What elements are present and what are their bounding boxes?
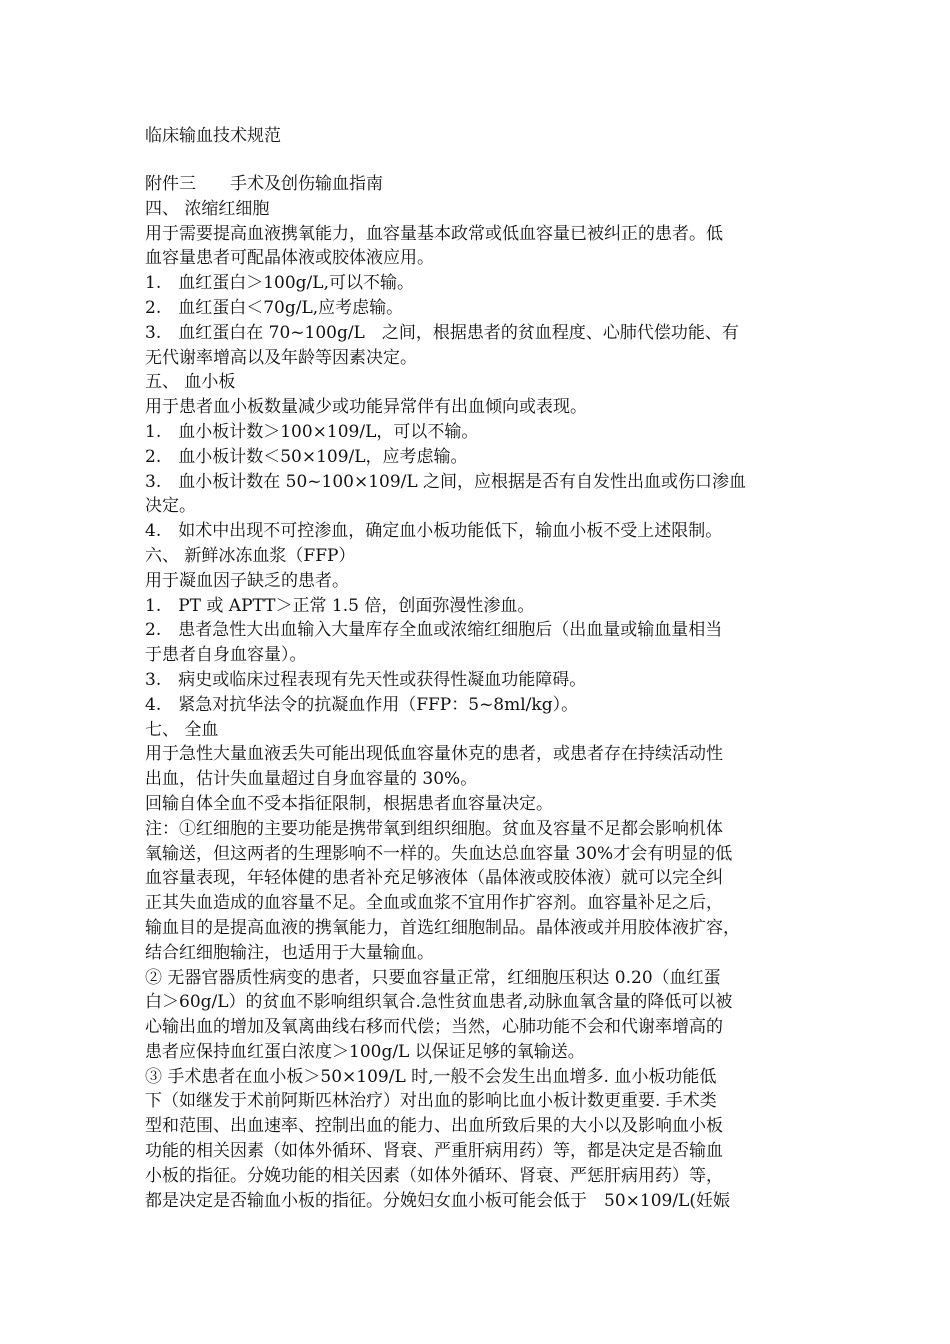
text-line: 用于需要提高血液携氧能力，血容量基本政常或低血容量已被纠正的患者。低 (145, 223, 723, 244)
text-line: 下（如继发于术前阿斯匹林治疗）对出血的影响比血小板计数更重要. 手术类 (145, 1091, 717, 1112)
text-line: 都是决定是否输血小板的指征。分娩妇女血小板可能会低于 50×109/L(妊娠 (145, 1190, 730, 1211)
text-line: 功能的相关因素（如体外循环、肾衰、严重肝病用药）等，都是决定是否输血 (145, 1141, 723, 1162)
text-line: 决定。 (145, 496, 196, 517)
text-line: 2. 血小板计数＜50×109/L，应考虑输。 (145, 446, 468, 467)
text-line: 于患者自身血容量）。 (145, 645, 307, 666)
text-line: 五、 血小板 (145, 372, 236, 393)
text-line: 用于急性大量血液丢失可能出现低血容量休克的患者，或患者存在持续活动性 (145, 744, 723, 765)
text-line: 附件三 手术及创伤输血指南 (145, 174, 383, 194)
text-line: 1. PT 或 APTT＞正常 1.5 倍，创面弥漫性渗血。 (145, 595, 535, 616)
text-line: 正其失血造成的血容量不足。全血或血浆不宜用作扩容剂。血容量补足之后， (145, 893, 723, 914)
text-line: 1. 血小板计数＞100×109/L，可以不输。 (145, 421, 479, 442)
text-line: 注：①红细胞的主要功能是携带氧到组织细胞。贫血及容量不足都会影响机体 (145, 818, 723, 839)
text-line: 2. 血红蛋白＜70g/L,应考虑输。 (145, 297, 404, 318)
text-line: 输血目的是提高血液的携氧能力，首选红细胞制品。晶体液或并用胶体液扩容， (145, 917, 740, 938)
text-line: 血容量表现，年轻体健的患者补充足够液体（晶体液或胶体液）就可以完全纠 (145, 868, 723, 889)
text-line: 心输出血的增加及氧离曲线右移而代偿；当然，心肺功能不会和代谢率增高的 (145, 1017, 723, 1038)
document-title: 临床输血技术规范 (145, 126, 281, 146)
text-line: 回输自体全血不受本指征限制，根据患者血容量决定。 (145, 793, 553, 814)
text-line: 型和范围、出血速率、控制出血的能力、出血所致后果的大小以及影响血小板 (145, 1116, 723, 1137)
text-line: 4. 如术中出现不可控渗血，确定血小板功能低下，输血小板不受上述限制。 (145, 521, 723, 542)
text-line: 无代谢率增高以及年龄等因素决定。 (145, 347, 417, 368)
text-line: 3. 病史或临床过程表现有先天性或获得性凝血功能障碍。 (145, 669, 587, 690)
text-line: 3. 血红蛋白在 70~100g/L 之间，根据患者的贫血程度、心肺代偿功能、有 (145, 322, 739, 343)
text-line: 患者应保持血红蛋白浓度＞100g/L 以保证足够的氧输送。 (145, 1041, 585, 1062)
text-line: 2. 患者急性大出血输入大量库存全血或浓缩红细胞后（出血量或输血量相当 (145, 620, 723, 641)
text-line: 1. 血红蛋白＞100g/L,可以不输。 (145, 273, 414, 294)
text-line: ③ 手术患者在血小板＞50×109/L 时,一般不会发生出血增多. 血小板功能低 (145, 1066, 717, 1087)
text-line: 六、 新鲜冰冻血浆（FFP） (145, 545, 356, 566)
text-line: 七、 全血 (145, 719, 219, 740)
document-body (145, 172, 805, 1213)
text-line: 小板的指征。分娩功能的相关因素（如体外循环、肾衰、严惩肝病用药）等， (145, 1165, 723, 1186)
text-line: 用于凝血因子缺乏的患者。 (145, 570, 349, 591)
text-line: 4. 紧急对抗华法令的抗凝血作用（FFP：5~8ml/kg）。 (145, 694, 579, 715)
text-line: 3. 血小板计数在 50~100×109/L 之间，应根据是否有自发性出血或伤口渗血 (145, 471, 747, 492)
text-line: 出血，估计失血量超过自身血容量的 30%。 (145, 769, 478, 790)
text-line: 白＞60g/L）的贫血不影响组织氧合.急性贫血患者,动脉血氧含量的降低可以被 (145, 992, 733, 1013)
text-line: ② 无器官器质性病变的患者，只要血容量正常，红细胞压积达 0.20（血红蛋 (145, 967, 721, 988)
text-line: 用于患者血小板数量减少或功能异常伴有出血倾向或表现。 (145, 397, 587, 418)
text-line: 氧输送，但这两者的生理影响不一样的。失血达总血容量 30%才会有明显的低 (145, 843, 733, 864)
text-line: 结合红细胞输注，也适用于大量输血。 (145, 942, 434, 963)
text-line: 四、 浓缩红细胞 (145, 198, 270, 219)
text-line: 血容量患者可配晶体液或胶体液应用。 (145, 248, 434, 269)
